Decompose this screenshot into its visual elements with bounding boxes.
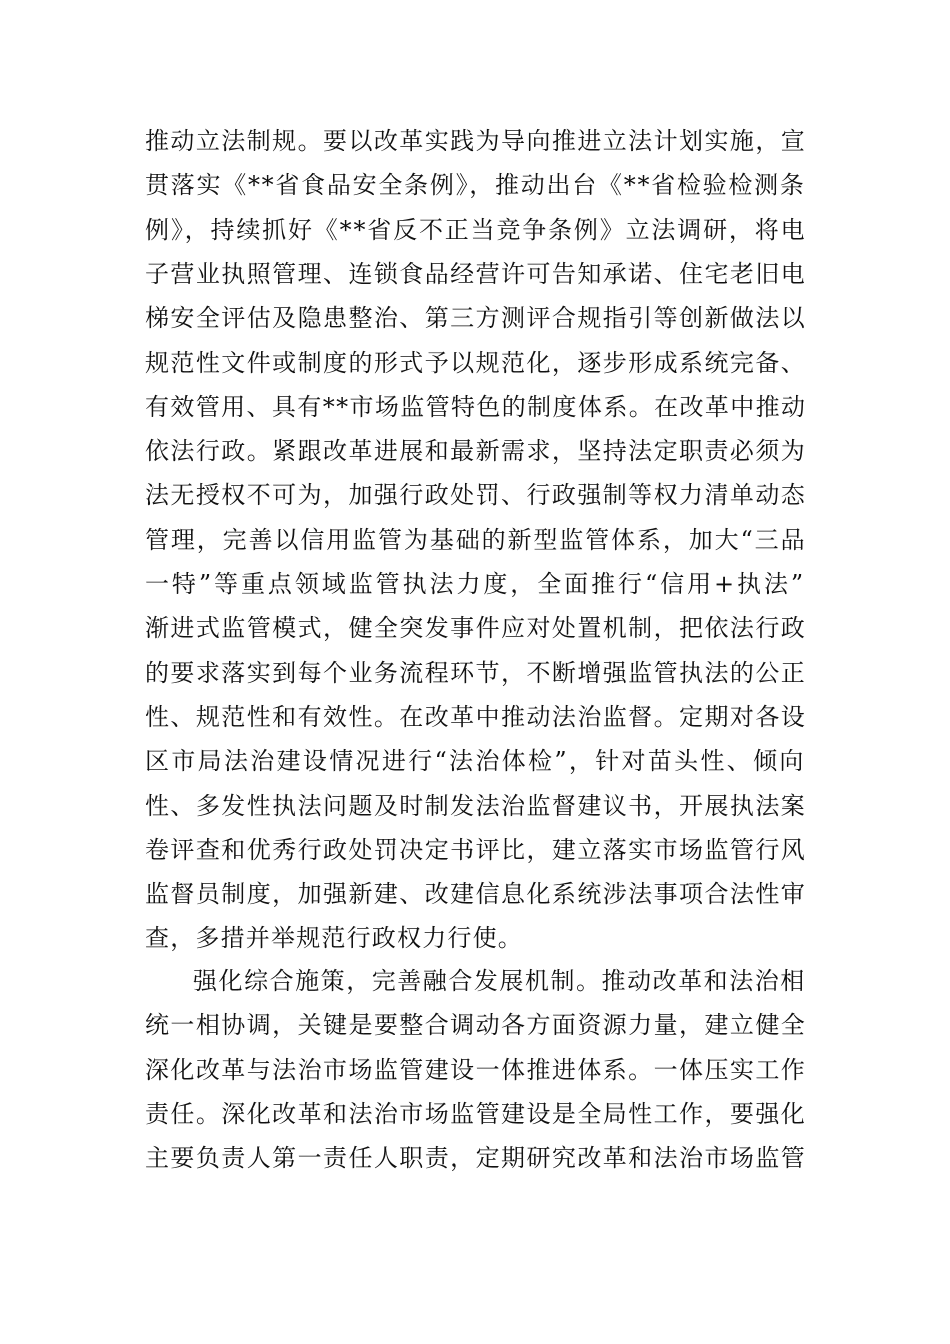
text-line: 强化综合施策，完善融合发展机制。推动改革和法治相 bbox=[193, 967, 806, 995]
text-line: 贯落实《**省食品安全条例》，推动出台《**省检验检测条 bbox=[145, 171, 806, 200]
text-line: 规范性文件或制度的形式予以规范化，逐步形成系统完备、 bbox=[145, 348, 807, 377]
text-line: 责任。深化改革和法治市场监管建设是全局性工作，要强化 bbox=[145, 1099, 807, 1128]
text-line: 深化改革与法治市场监管建设一体推进体系。一体压实工作 bbox=[145, 1055, 807, 1084]
text-line: 子营业执照管理、连锁食品经营许可告知承诺、住宅老旧电 bbox=[145, 259, 807, 288]
text-line: 性、规范性和有效性。在改革中推动法治监督。定期对各设 bbox=[145, 702, 807, 731]
text-line: 例》，持续抓好《**省反不正当竞争条例》立法调研，将电 bbox=[145, 215, 807, 244]
text-line: 查，多措并举规范行政权力行使。 bbox=[145, 924, 523, 953]
text-line: 渐进式监管模式，健全突发事件应对处置机制，把依法行政 bbox=[145, 614, 807, 643]
text-line: 管理，完善以信用监管为基础的新型监管体系，加大“三品 bbox=[145, 525, 807, 554]
text-line: 梯安全评估及隐患整治、第三方测评合规指引等创新做法以 bbox=[145, 304, 807, 333]
text-line: 有效管用、具有**市场监管特色的制度体系。在改革中推动 bbox=[145, 392, 807, 421]
text-line: 监督员制度，加强新建、改建信息化系统涉法事项合法性审 bbox=[145, 880, 807, 909]
text-line: 卷评查和优秀行政处罚决定书评比，建立落实市场监管行风 bbox=[145, 835, 807, 864]
text-line: 主要负责人第一责任人职责，定期研究改革和法治市场监管 bbox=[145, 1144, 807, 1173]
text-line: 性、多发性执法问题及时制发法治监督建议书，开展执法案 bbox=[145, 791, 807, 820]
text-line: 统一相协调，关键是要整合调动各方面资源力量，建立健全 bbox=[145, 1011, 807, 1040]
text-line: 推动立法制规。要以改革实践为导向推进立法计划实施，宣 bbox=[145, 127, 807, 155]
text-line: 区市局法治建设情况进行“法治体检”，针对苗头性、倾向 bbox=[145, 747, 806, 776]
text-line: 一特”等重点领域监管执法力度，全面推行“信用+执法” bbox=[145, 570, 807, 598]
text-line: 法无授权不可为，加强行政处罚、行政强制等权力清单动态 bbox=[145, 481, 807, 510]
text-line: 依法行政。紧跟改革进展和最新需求，坚持法定职责必须为 bbox=[145, 437, 807, 466]
text-line: 的要求落实到每个业务流程环节，不断增强监管执法的公正 bbox=[145, 658, 807, 687]
